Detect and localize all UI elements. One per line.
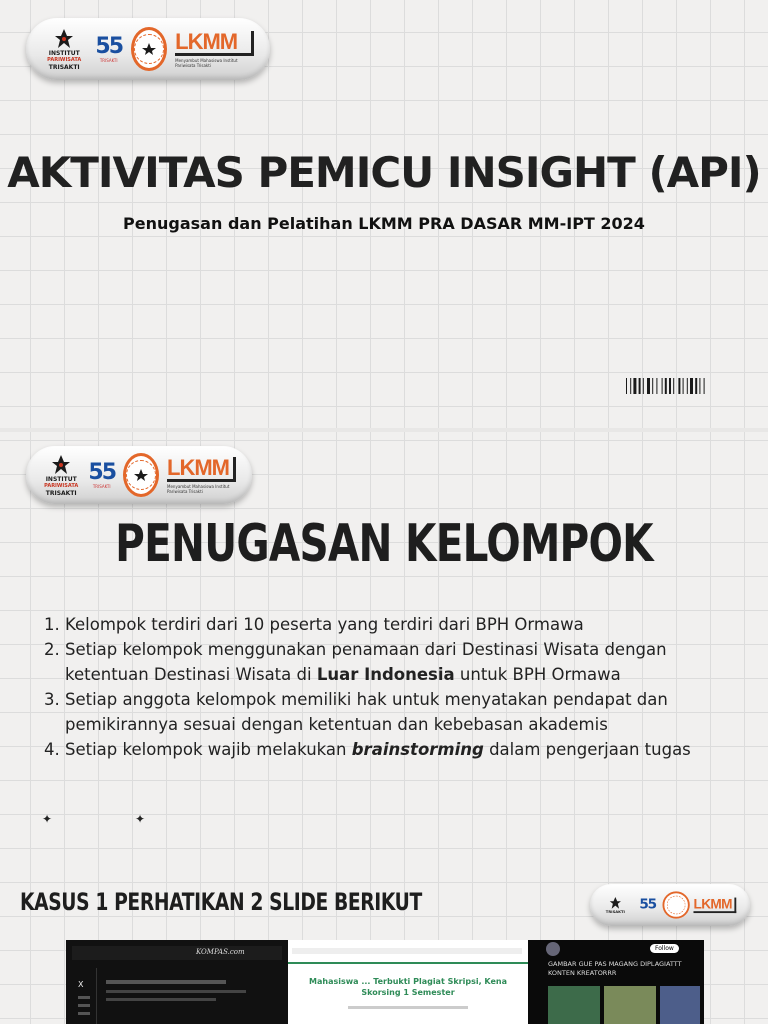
cover-subtitle: Penugasan dan Pelatihan LKMM PRA DASAR MM-IPT 2024 (123, 214, 645, 233)
anniversary-55-logo: 55 TRISAKTI (95, 33, 123, 63)
lkmm-logo: LKMM Menyambut Mahasiswa Institut Pariwisata Trisakti (167, 457, 236, 494)
tweet-screenshot: Follow GAMBAR GUE PAS MAGANG DIPLAGIATTT KONTEN KREATORRR (528, 940, 704, 1024)
trisakti-emblem-icon (51, 28, 77, 50)
follow-button[interactable]: Follow (650, 944, 679, 953)
case-screenshots (66, 940, 704, 1024)
trisakti-logo: INSTITUT PARIWISATA TRISAKTI (42, 28, 86, 71)
list-item: 1. Kelompok terdiri dari 10 peserta yang terdiri dari BPH Ormawa (44, 615, 584, 634)
twitter-screenshot: KOMPAS.com X (66, 940, 288, 1024)
trisakti-logo: TRISAKTI (598, 896, 633, 914)
cover-title: AKTIVITAS PEMICU INSIGHT (API) (7, 148, 761, 197)
seal-logo (123, 453, 159, 497)
case-title: KASUS 1 PERHATIKAN 2 SLIDE BERIKUT (20, 888, 422, 916)
sparkle-icon: ✦ (42, 812, 53, 826)
assignment-list (44, 612, 744, 762)
list-item: 2. Setiap kelompok menggunakan penamaan dari Destinasi Wisata dengan ketentuan Destinasi Wisata di Luar Indonesia untuk BPH Ormawa (44, 640, 667, 684)
lkmm-logo: LKMM Menyambut Mahasiswa Institut Pariwisata Trisakti (175, 31, 254, 68)
barcode-icon (626, 378, 736, 402)
list-item: 3. Setiap anggota kelompok memiliki hak untuk menyatakan pendapat dan pemikirannya sesuai dengan ketentuan dan kebebasan akademis (44, 690, 668, 734)
news-screenshot: Mahasiswa ... Terbukti Plagiat Skripsi, Kena Skorsing 1 Semester (288, 940, 528, 1024)
anniversary-55-logo: 55 TRISAKTI (88, 459, 116, 489)
trisakti-logo: INSTITUT PARIWISATA TRISAKTI (42, 454, 80, 497)
logo-bar (26, 18, 270, 80)
slide-cover (0, 0, 768, 428)
slide-group-assignment (0, 432, 768, 1024)
section-title: PENUGASAN KELOMPOK (115, 514, 653, 574)
sparkle-icon: ✦ (135, 812, 146, 826)
list-item: 4. Setiap kelompok wajib melakukan brainstorming dalam pengerjaan tugas (44, 740, 691, 759)
trisakti-emblem-icon (607, 896, 623, 910)
logo-bar-small: TRISAKTI 55 LKMM (590, 884, 750, 926)
seal-logo (662, 891, 689, 918)
logo-bar (26, 446, 252, 504)
trisakti-emblem-icon (48, 454, 74, 476)
seal-logo (131, 27, 167, 71)
